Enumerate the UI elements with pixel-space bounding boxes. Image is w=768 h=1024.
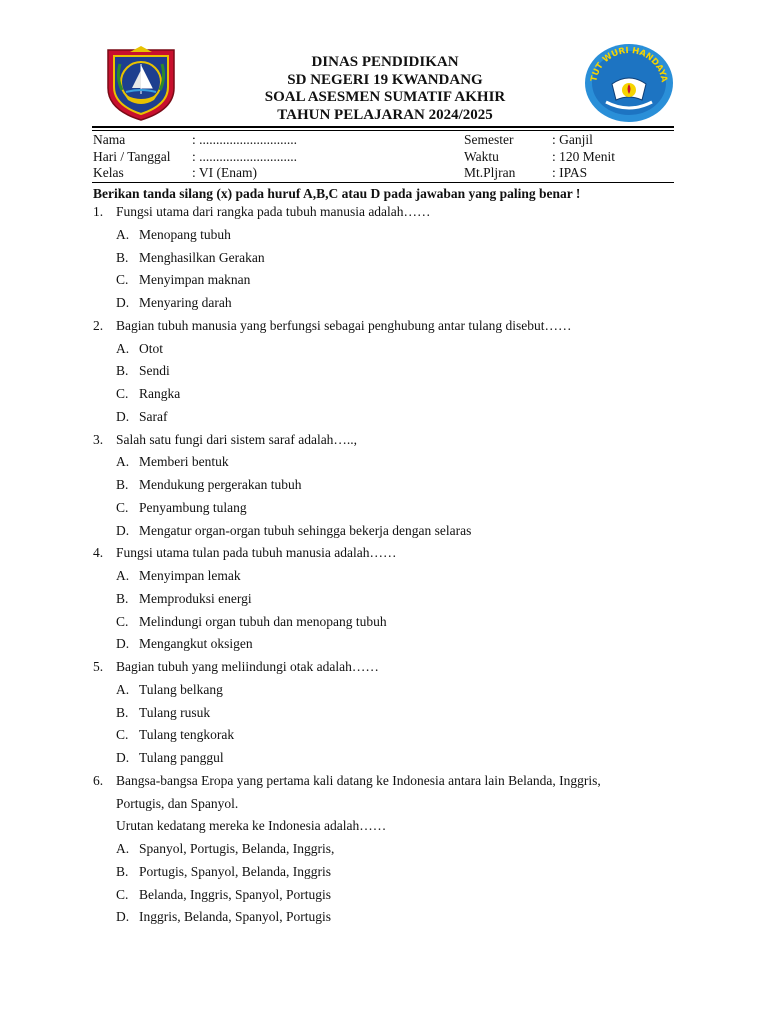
option-text[interactable]: Spanyol, Portugis, Belanda, Inggris, [139, 841, 335, 856]
option-text[interactable]: Menopang tubuh [139, 226, 231, 242]
question-text: Bagian tubuh yang meliindungi otak adalah…… [116, 659, 379, 674]
logo-motto: TUT WURI HANDAYA [589, 45, 669, 84]
question-text: Fungsi utama tulan pada tubuh manusia adalah…… [116, 545, 397, 561]
option-text[interactable]: Rangka [139, 386, 181, 401]
school-header [200, 54, 570, 124]
regional-crest-logo [104, 44, 178, 122]
option-letter[interactable]: B. [116, 363, 129, 379]
semester-label: Semester [464, 132, 514, 147]
header-year: TAHUN PELAJARAN 2024/2025 [277, 106, 493, 123]
question-text: Bangsa-bangsa Eropa yang pertama kali datang ke Indonesia antara lain Belanda, Inggris, [116, 772, 601, 788]
option-text[interactable]: Tulang tengkorak [139, 727, 235, 743]
option-letter[interactable]: C. [116, 386, 129, 401]
option-text[interactable]: Inggris, Belanda, Spanyol, Portugis [139, 909, 331, 925]
class-value: : VI (Enam) [192, 165, 257, 180]
option-letter[interactable]: C. [116, 727, 129, 743]
option-letter[interactable]: A. [116, 568, 130, 583]
identity-row [93, 165, 675, 182]
header-rule-thin [92, 130, 674, 131]
name-field: : ............................. [192, 132, 298, 147]
question-number: 2. [93, 317, 104, 333]
student-identity-table [93, 132, 675, 182]
date-field: : ............................. [192, 148, 298, 164]
question-text: Salah satu fungi dari sistem saraf adalah….., [116, 431, 358, 447]
option-letter[interactable]: A. [116, 454, 130, 470]
identity-row [93, 149, 675, 166]
option-letter[interactable]: D. [116, 909, 130, 925]
duration-value: : 120 Menit [552, 148, 615, 164]
option-text[interactable]: Menyimpan maknan [139, 272, 251, 288]
option-text[interactable]: Memberi bentuk [139, 454, 229, 470]
name-label: Nama [93, 132, 126, 147]
option-text[interactable]: Otot [139, 340, 164, 356]
option-text[interactable]: Sendi [139, 363, 170, 379]
subject-value: : IPAS [552, 165, 588, 180]
question-text: Urutan kedatang mereka ke Indonesia adalah…… [116, 818, 387, 834]
option-text[interactable]: Portugis, Spanyol, Belanda, Inggris [139, 863, 331, 879]
identity-rule [92, 182, 674, 183]
option-letter[interactable]: B. [116, 863, 129, 879]
option-letter[interactable]: B. [116, 249, 129, 265]
option-text[interactable]: Melindungi organ tubuh dan menopang tubuh [139, 613, 387, 629]
header-exam: SOAL ASESMEN SUMATIF AKHIR [264, 89, 506, 105]
option-letter[interactable]: D. [116, 750, 130, 765]
header-school: SD NEGERI 19 KWANDANG [287, 71, 483, 88]
instruction-text: Berikan tanda silang (x) pada huruf A,B,C atau D pada jawaban yang paling benar ! [93, 186, 581, 201]
option-letter[interactable]: B. [116, 704, 129, 720]
class-label: Kelas [93, 165, 124, 180]
question-number: 6. [93, 772, 104, 788]
question-number: 1. [93, 204, 104, 219]
question-text: Fungsi utama dari rangka pada tubuh manusia adalah…… [116, 204, 431, 219]
option-text[interactable]: Menyaring darah [139, 295, 232, 310]
option-text[interactable]: Saraf [139, 408, 168, 424]
option-text[interactable]: Mendukung pergerakan tubuh [139, 477, 302, 492]
header-office: DINAS PENDIDIKAN [311, 54, 459, 70]
option-letter[interactable]: D. [116, 408, 130, 424]
header-rule-thick [92, 126, 674, 128]
question-text: Bagian tubuh manusia yang berfungsi sebagai penghubung antar tulang disebut…… [116, 317, 572, 333]
question-text: Portugis, dan Spanyol. [116, 795, 239, 811]
semester-value: : Ganjil [552, 132, 593, 147]
option-text[interactable]: Tulang belkang [139, 681, 223, 697]
option-text[interactable]: Mengangkut oksigen [139, 636, 253, 652]
question-number: 3. [93, 431, 104, 447]
option-text[interactable]: Memproduksi energi [139, 590, 252, 606]
question-number: 5. [93, 659, 104, 674]
option-letter[interactable]: A. [116, 841, 130, 856]
option-letter[interactable]: C. [116, 272, 129, 288]
option-text[interactable]: Menyimpan lemak [139, 568, 241, 583]
option-letter[interactable]: A. [116, 681, 130, 697]
question-number: 4. [93, 545, 104, 561]
duration-label: Waktu [464, 148, 499, 164]
option-letter[interactable]: C. [116, 886, 129, 902]
option-letter[interactable]: A. [116, 226, 130, 242]
option-text[interactable]: Menghasilkan Gerakan [139, 249, 265, 265]
option-letter[interactable]: B. [116, 590, 129, 606]
identity-row [93, 132, 675, 149]
option-letter[interactable]: C. [116, 613, 129, 629]
option-text[interactable]: Tulang rusuk [139, 704, 211, 720]
option-text[interactable]: Tulang panggul [139, 750, 224, 765]
date-label: Hari / Tanggal [93, 148, 171, 164]
option-text[interactable]: Belanda, Inggris, Spanyol, Portugis [139, 886, 331, 902]
option-text[interactable]: Penyambung tulang [139, 499, 247, 515]
option-letter[interactable]: D. [116, 295, 130, 310]
subject-label: Mt.Pljran [464, 165, 516, 180]
tut-wuri-handayani-logo [582, 42, 676, 124]
option-letter[interactable]: A. [116, 340, 130, 356]
option-letter[interactable]: B. [116, 477, 129, 492]
option-letter[interactable]: D. [116, 636, 130, 652]
option-text[interactable]: Mengatur organ-organ tubuh sehingga bekerja dengan selaras [139, 522, 472, 538]
option-letter[interactable]: D. [116, 522, 130, 538]
option-letter[interactable]: C. [116, 499, 129, 515]
